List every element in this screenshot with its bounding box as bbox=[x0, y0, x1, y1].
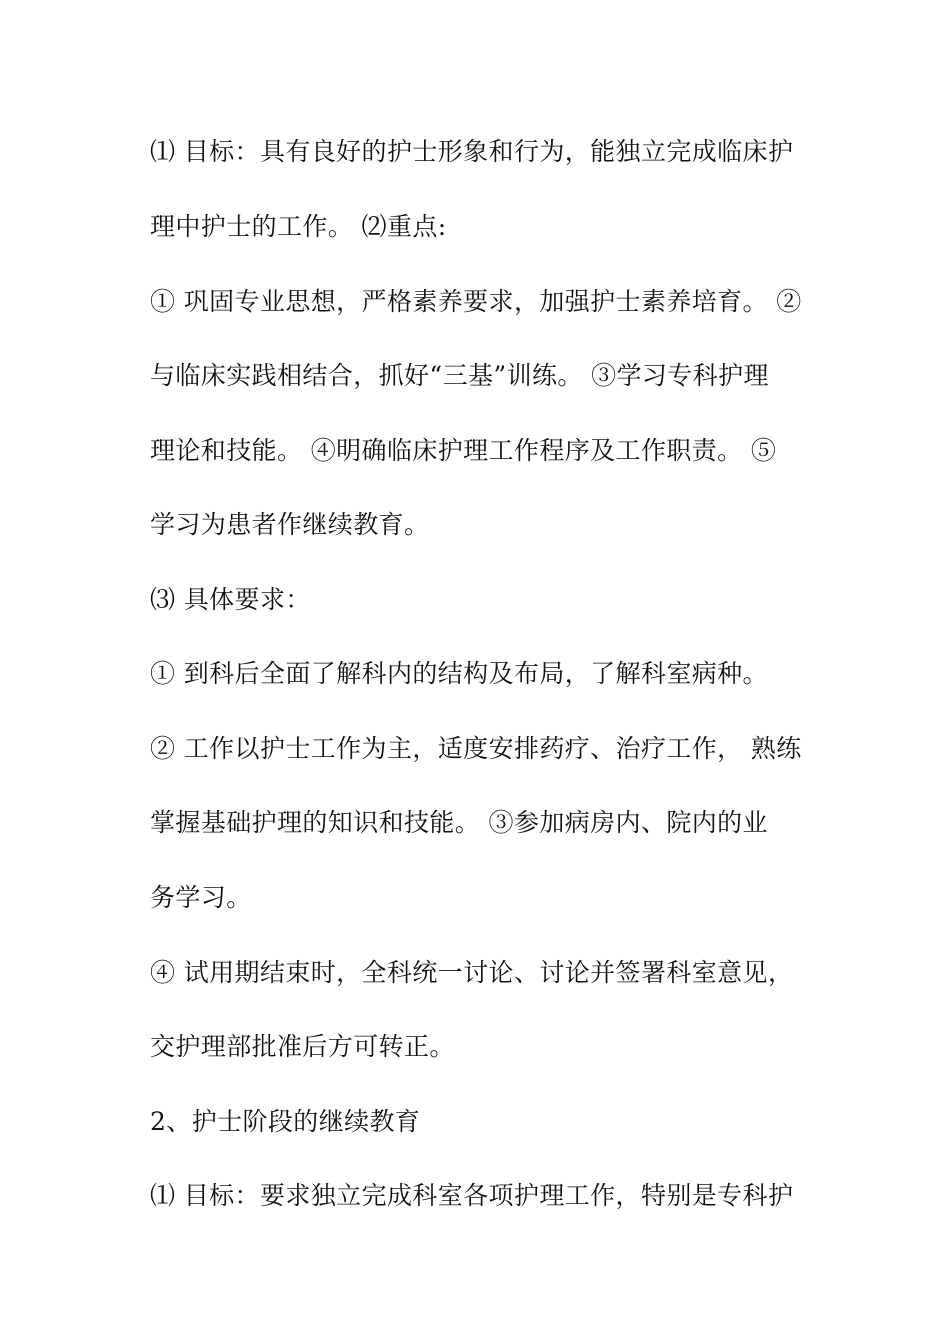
text-line: ① 到科后全面了解科内的结构及布局，了解科室病种。 bbox=[150, 659, 768, 688]
text-line: 学习为患者作继续教育。 bbox=[150, 510, 430, 539]
text-line: ① 巩固专业思想，严格素养要求，加强护士素养培育。 ② bbox=[150, 287, 802, 316]
text-line: ⑴ 目标：具有良好的护士形象和行为，能独立完成临床护 bbox=[150, 137, 794, 166]
text-line: ② 工作以护士工作为主，适度安排药疗、治疗工作， 熟练 bbox=[150, 734, 802, 763]
section-heading: 2、护士阶段的继续教育 bbox=[150, 1107, 421, 1136]
text-line: 理论和技能。 ④明确临床护理工作程序及工作职责。 ⑤ bbox=[150, 436, 777, 465]
text-line: 理中护士的工作。 ⑵重点: bbox=[150, 212, 447, 241]
text-line: 与临床实践相结合，抓好“三基”训练。 ③学习专科护理 bbox=[150, 361, 769, 390]
text-line: ④ 试用期结束时，全科统一讨论、讨论并签署科室意见， bbox=[150, 958, 794, 987]
text-line: 掌握基础护理的知识和技能。 ③参加病房内、院内的业 bbox=[150, 808, 768, 837]
text-line: 交护理部批准后方可转正。 bbox=[150, 1032, 455, 1061]
section-heading: ⑶ 具体要求： bbox=[150, 585, 311, 614]
text-line: ⑴ 目标：要求独立完成科室各项护理工作，特别是专科护 bbox=[150, 1181, 794, 1210]
text-line: 务学习。 bbox=[150, 883, 252, 912]
